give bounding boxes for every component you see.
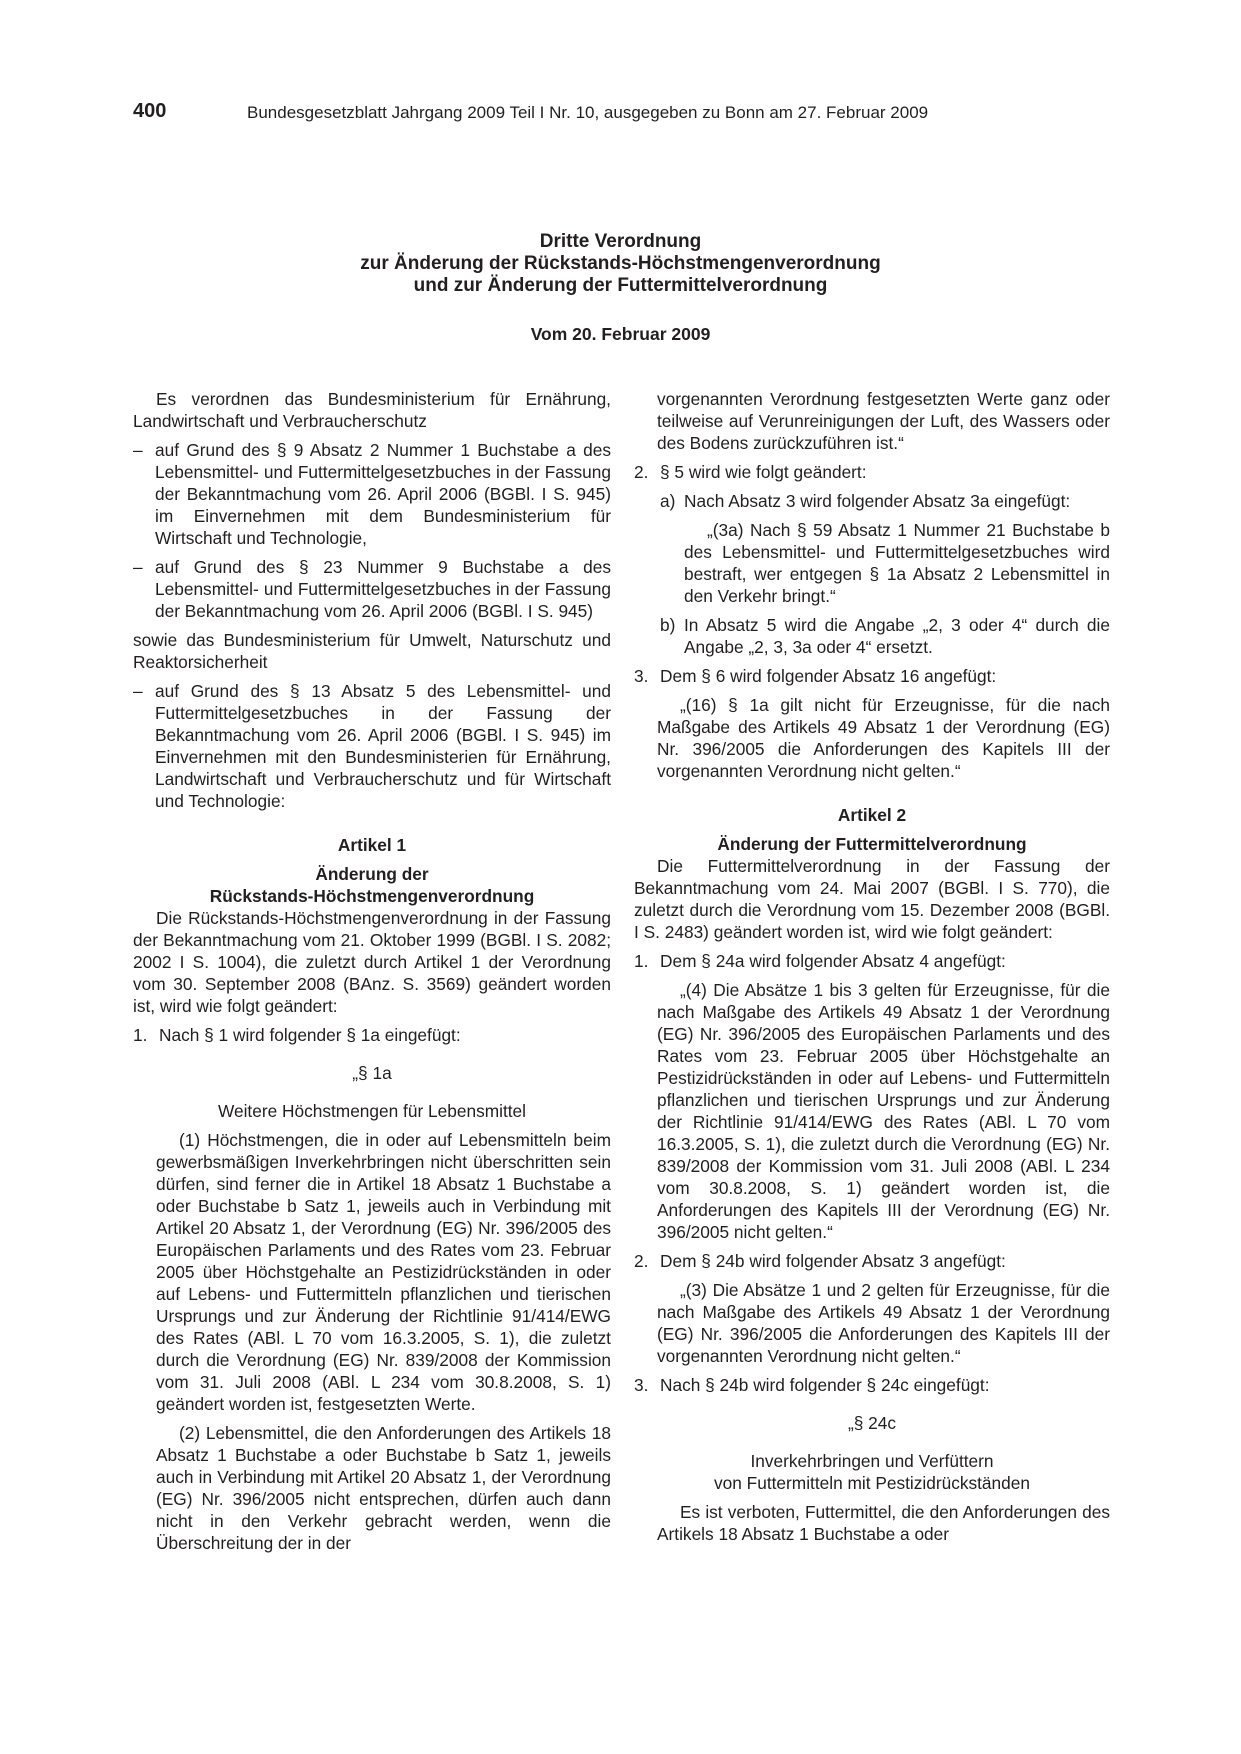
- dash-marker: –: [133, 681, 143, 701]
- legal-basis-1-text: auf Grund des § 9 Absatz 2 Nummer 1 Buchstabe a des Lebensmittel- und Futtermittelgesetzbuches in der Fassung der Bekanntmachung vom 26. April 2006 (BGBl. I S. 945) im Einvernehmen mit dem Bundesministerium für Wirtschaft und Technologie,: [155, 440, 611, 548]
- quoted-paragraph-3: „(3) Die Absätze 1 und 2 gelten für Erzeugnisse, für die nach Maßgabe des Artikels 49 Absatz 1 der Verordnung (EG) Nr. 396/2005 die Anforderungen des Kapitels III der vorgenannten Verordnung nicht gelten.“: [657, 1280, 1110, 1366]
- section-1a-label: „§ 1a: [352, 1063, 392, 1083]
- sub-item-text: Nach Absatz 3 wird folgender Absatz 3a eingefügt:: [684, 491, 1071, 511]
- sub-item-a: [634, 490, 1110, 512]
- title-line-2: zur Änderung der Rückstands-Höchstmengenverordnung: [360, 253, 881, 274]
- item-text: Dem § 24a wird folgender Absatz 4 angefügt:: [660, 951, 1006, 971]
- section-1a-paragraph-1: (1) Höchstmengen, die in oder auf Lebensmitteln beim gewerbsmäßigen Inverkehrbringen nicht überschritten sein dürfen, sind ferner die in Artikel 18 Absatz 1 Buchstabe a oder Buchstabe b Satz 1, jeweils auch in Verbindung mit Artikel 20 Absatz 1, der Verordnung (EG) Nr. 396/2005 des Europäischen Parlaments und des Rates vom 23. Februar 2005 über Höchstgehalte an Pestizidrückständen in oder auf Lebens- und Futtermitteln pflanzlichen und tierischen Ursprungs und zur Änderung der Richtlinie 91/414/EWG des Rates (ABl. L 70 vom 16.3.2005, S. 1), die zuletzt durch die Verordnung (EG) Nr. 839/2008 der Kommission vom 31. Juli 2008 (ABl. L 234 vom 30.8.2008, S. 1) geändert worden ist, festgesetzten Werte.: [156, 1130, 611, 1414]
- title-line-3: und zur Änderung der Futtermittelverordnung: [413, 275, 828, 296]
- amendment-item-r3: [634, 1374, 1110, 1396]
- dash-marker: –: [133, 440, 143, 460]
- section-24c-title-line-1: Inverkehrbringen und Verfüttern: [750, 1451, 994, 1471]
- amendment-item-r1: [634, 950, 1110, 972]
- legal-basis-1: [133, 439, 611, 549]
- sub-item-text: In Absatz 5 wird die Angabe „2, 3 oder 4“ durch die Angabe „2, 3, 3a oder 4“ ersetzt.: [684, 615, 1110, 657]
- section-24c-text: Es ist verboten, Futtermittel, die den Anforderungen des Artikels 18 Absatz 1 Buchstabe a oder: [657, 1502, 1110, 1544]
- amendment-item-3: [634, 665, 1110, 687]
- intro-paragraph: Es verordnen das Bundesministerium für Ernährung, Landwirtschaft und Verbraucherschutz: [133, 389, 611, 431]
- item-number: 1.: [634, 951, 649, 971]
- item-number: 2.: [634, 462, 649, 482]
- legal-basis-2: [133, 556, 611, 622]
- item-text: Nach § 1 wird folgender § 1a eingefügt:: [159, 1025, 461, 1045]
- sub-item-b: [634, 614, 1110, 658]
- section-1a-paragraph-2-continued: vorgenannten Verordnung festgesetzten Werte ganz oder teilweise auf Verunreinigungen der Luft, des Wassers oder des Bodens zurückzuführen ist.“: [657, 389, 1110, 453]
- section-24c-title-line-2: von Futtermitteln mit Pestizidrückständen: [714, 1473, 1030, 1493]
- article-1-title-line-2: Rückstands-Höchstmengenverordnung: [209, 886, 535, 906]
- article-2-heading: Artikel 2: [837, 805, 907, 825]
- document-title: [0, 231, 1241, 297]
- section-1a-title: Weitere Höchstmengen für Lebensmittel: [217, 1101, 527, 1121]
- page-number: 400: [133, 100, 167, 122]
- item-text: Dem § 24b wird folgender Absatz 3 angefügt:: [660, 1251, 1006, 1271]
- article-1-heading: Artikel 1: [337, 835, 407, 855]
- sub-item-marker: a): [660, 491, 676, 511]
- section-1a-paragraph-2: (2) Lebensmittel, die den Anforderungen des Artikels 18 Absatz 1 Buchstabe a oder Buchstabe b Satz 1, jeweils auch in Verbindung mit Artikel 20 Absatz 1, der Verordnung (EG) Nr. 396/2005 nicht entsprechen, dürfen auch dann nicht in den Verkehr gebracht werden, wenn die Überschreitung der in der: [156, 1423, 611, 1553]
- quoted-paragraph-4: „(4) Die Absätze 1 bis 3 gelten für Erzeugnisse, für die nach Maßgabe des Artikels 49 Absatz 1 der Verordnung (EG) Nr. 396/2005 des Europäischen Parlaments und des Rates vom 23. Februar 2005 über Höchstgehalte an Pestizidrückständen in oder auf Lebens- und Futtermitteln pflanzlichen und tierischen Ursprungs und zur Änderung der Richtlinie 91/414/EWG des Rates (ABl. L 70 vom 16.3.2005, S. 1), die zuletzt durch die Verordnung (EG) Nr. 839/2008 der Kommission vom 31. Juli 2008 (ABl. L 234 vom 30.8.2008, S. 1) geändert worden ist, die Anforderungen des Kapitels III der Verordnung (EG) Nr. 396/2005 nicht gelten.“: [657, 980, 1110, 1242]
- legal-basis-3-text: auf Grund des § 13 Absatz 5 des Lebensmittel- und Futtermittelgesetzbuches in der Fassung der Bekanntmachung vom 26. April 2006 (BGBl. I S. 945) im Einvernehmen mit den Bundesministerien für Ernährung, Landwirtschaft und Verbraucherschutz und für Wirtschaft und Technologie:: [155, 681, 611, 811]
- amendment-item-1: [133, 1024, 611, 1046]
- legal-basis-2-text: auf Grund des § 23 Nummer 9 Buchstabe a des Lebensmittel- und Futtermittelgesetzbuches in der Fassung der Bekanntmachung vom 26. April 2006 (BGBl. I S. 945): [155, 557, 611, 621]
- amendment-item-r2: [634, 1250, 1110, 1272]
- article-1-intro: Die Rückstands-Höchstmengenverordnung in der Fassung der Bekanntmachung vom 21. Oktober 1999 (BGBl. I S. 2082; 2002 I S. 1004), die zuletzt durch Artikel 1 der Verordnung vom 30. September 2008 (BAnz. S. 3569) geändert worden ist, wird wie folgt geändert:: [133, 908, 611, 1016]
- dash-marker: –: [133, 557, 143, 577]
- article-2-title: Änderung der Futtermittelverordnung: [717, 834, 1027, 854]
- left-column: [133, 388, 611, 1554]
- legal-basis-3: [133, 680, 611, 812]
- item-text: Nach § 24b wird folgender § 24c eingefügt:: [660, 1375, 990, 1395]
- sub-item-marker: b): [660, 615, 676, 635]
- item-number: 1.: [133, 1025, 148, 1045]
- sowie-paragraph: sowie das Bundesministerium für Umwelt, Naturschutz und Reaktorsicherheit: [133, 630, 611, 672]
- right-column: [634, 388, 1110, 1545]
- document-date: Vom 20. Februar 2009: [530, 324, 711, 344]
- item-number: 2.: [634, 1251, 649, 1271]
- item-text: Dem § 6 wird folgender Absatz 16 angefügt:: [660, 666, 997, 686]
- title-line-1: Dritte Verordnung: [539, 231, 702, 252]
- quoted-paragraph-3a: „(3a) Nach § 59 Absatz 1 Nummer 21 Buchstabe b des Lebensmittel- und Futtermittelgesetzbuches wird bestraft, wer entgegen § 1a Absatz 2 Lebensmittel in den Verkehr bringt.“: [684, 520, 1110, 606]
- article-1-title-line-1: Änderung der: [315, 864, 429, 884]
- quoted-paragraph-16: „(16) § 1a gilt nicht für Erzeugnisse, für die nach Maßgabe des Artikels 49 Absatz 1 der Verordnung (EG) Nr. 396/2005 die Anforderungen des Kapitels III der vorgenannten Verordnung nicht gelten.“: [657, 695, 1110, 781]
- item-number: 3.: [634, 1375, 649, 1395]
- running-title: Bundesgesetzblatt Jahrgang 2009 Teil I Nr. 10, ausgegeben zu Bonn am 27. Februar 2009: [247, 103, 929, 122]
- amendment-item-2: [634, 461, 1110, 483]
- item-number: 3.: [634, 666, 649, 686]
- item-text: § 5 wird wie folgt geändert:: [660, 462, 867, 482]
- article-2-intro: Die Futtermittelverordnung in der Fassung der Bekanntmachung vom 24. Mai 2007 (BGBl. I S. 770), die zuletzt durch die Verordnung vom 15. Dezember 2008 (BGBl. I S. 2483) geändert worden ist, wird wie folgt geändert:: [634, 856, 1110, 942]
- section-24c-label: „§ 24c: [847, 1413, 897, 1433]
